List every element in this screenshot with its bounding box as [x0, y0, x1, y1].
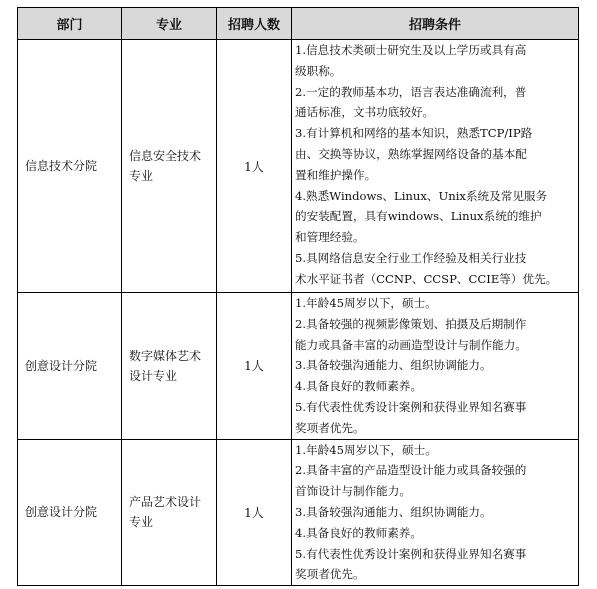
requirement-line: 2.一定的教师基本功，语言表达准确流利，普	[295, 84, 527, 99]
major-cell	[122, 293, 217, 440]
major-line: 专业	[129, 515, 154, 530]
requirement-line: 4.熟悉Windows、Linux、Unix系统及常见服务	[295, 188, 548, 203]
count-cell: 1人	[217, 439, 292, 586]
requirement-line: 术水平证书者（CCNP、CCSP、CCIE等）优先。	[295, 271, 558, 286]
requirements-cell	[292, 40, 579, 293]
recruitment-table	[17, 7, 579, 586]
requirement-line: 5.有代表性优秀设计案例和获得业界知名赛事	[295, 399, 527, 414]
dept-cell: 创意设计分院	[18, 439, 122, 586]
requirement-line: 3.有计算机和网络的基本知识，熟悉TCP/IP路	[295, 126, 533, 141]
header-dept: 部门	[18, 8, 122, 40]
requirement-line: 2.具备丰富的产品造型设计能力或具备较强的	[295, 463, 527, 478]
table-row	[18, 40, 579, 293]
requirement-line: 1.年龄45周岁以下，硕士。	[295, 442, 437, 457]
major-cell	[122, 40, 217, 293]
major-line: 产品艺术设计	[129, 495, 202, 510]
requirement-line: 5.具网络信息安全行业工作经验及相关行业技	[295, 250, 527, 265]
requirements-cell	[292, 293, 579, 440]
dept-cell: 信息技术分院	[18, 40, 122, 293]
requirement-line: 2.具备较强的视频影像策划、拍摄及后期制作	[295, 316, 527, 331]
count-cell: 1人	[217, 293, 292, 440]
header-count: 招聘人数	[217, 8, 292, 40]
major-line: 信息安全技术	[129, 149, 202, 163]
requirement-line: 和管理经验。	[295, 230, 365, 245]
requirement-line: 级职称。	[295, 63, 342, 78]
requirement-line: 5.有代表性优秀设计案例和获得业界知名赛事	[295, 546, 527, 561]
header-requirements: 招聘条件	[292, 8, 579, 40]
requirement-line: 奖项者优先。	[295, 567, 365, 582]
table-row	[18, 439, 579, 586]
requirements-list	[295, 440, 572, 586]
count-cell: 1人	[217, 40, 292, 293]
requirement-line: 3.具备较强沟通能力、组织协调能力。	[295, 504, 492, 519]
requirement-line: 1.年龄45周岁以下，硕士。	[295, 296, 437, 310]
dept-cell: 创意设计分院	[18, 293, 122, 440]
requirement-line: 奖项者优先。	[295, 420, 365, 435]
requirement-line: 4.具备良好的教师素养。	[295, 379, 422, 394]
requirements-list	[295, 293, 572, 439]
major-line: 专业	[129, 169, 154, 183]
requirement-line: 的安装配置，具有windows、Linux系统的维护	[295, 209, 542, 224]
header-major: 专业	[122, 8, 217, 40]
requirement-line: 置和维护操作。	[295, 167, 377, 182]
requirement-line: 4.具备良好的教师素养。	[295, 525, 422, 540]
requirements-cell	[292, 439, 579, 586]
requirements-list	[295, 40, 572, 290]
major-line: 设计专业	[129, 368, 178, 383]
requirement-line: 首饰设计与制作能力。	[295, 484, 411, 499]
requirement-line: 能力或具备丰富的动画造型设计与制作能力。	[295, 337, 527, 352]
requirement-line: 1.信息技术类硕士研究生及以上学历或具有高	[295, 43, 527, 57]
header-row	[18, 8, 579, 40]
requirement-line: 3.具备较强沟通能力、组织协调能力。	[295, 358, 492, 373]
requirement-line: 由、交换等协议，熟练掌握网络设备的基本配	[295, 146, 527, 161]
major-cell	[122, 439, 217, 586]
major-line: 数字媒体艺术	[129, 348, 202, 363]
table-row	[18, 293, 579, 440]
requirement-line: 通话标准，文书功底较好。	[295, 105, 435, 120]
